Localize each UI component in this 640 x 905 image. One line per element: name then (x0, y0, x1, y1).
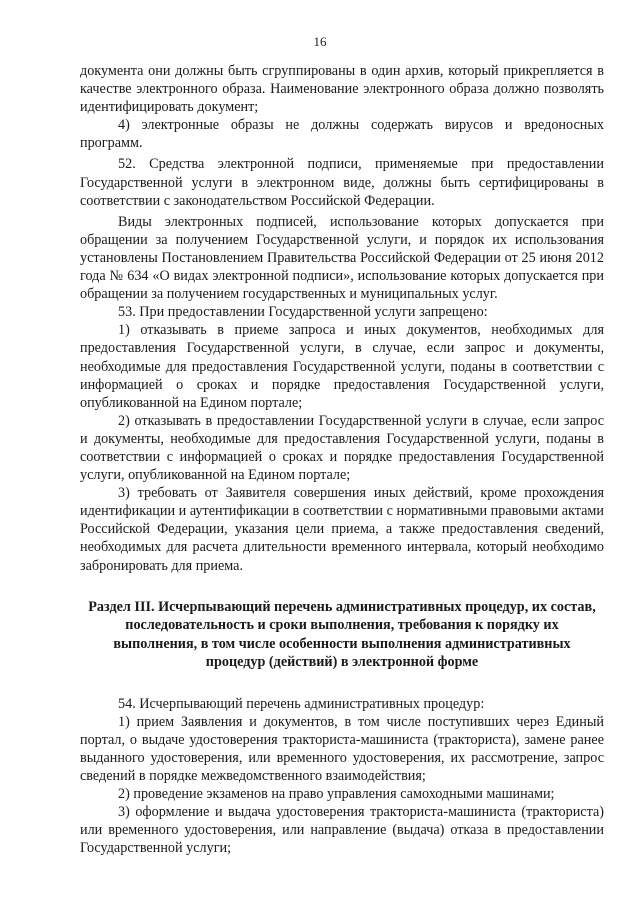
paragraph-54-item-1: 1) прием Заявления и документов, в том числе поступивших через Единый портал, о выдаче удостоверения тракториста-машиниста (тракториста), замене ранее выданного удостоверения, или временного удостоверения, их рассмотрение, запрос сведений в порядке межведомственного взаимодействия; (80, 713, 604, 784)
paragraph-53-item-3: 3) требовать от Заявителя совершения иных действий, кроме прохождения идентификации и аутентификации в соответствии с нормативными правовыми актами Российской Федерации, указания цели приема, а также предоставления сведений, необходимых для расчета длительности временного интервала, который необходимо забронировать для приема. (80, 485, 604, 574)
paragraph-54-item-2: 2) проведение экзаменов на право управления самоходными машинами; (118, 786, 555, 803)
paragraph-54-item-3: 3) оформление и выдача удостоверения тракториста-машиниста (тракториста) или временного удостоверения, или направление (выдача) отказа в предоставлении Государственной услуги; (80, 804, 604, 857)
paragraph-item-4: 4) электронные образы не должны содержать вирусов и вредоносных программ. (80, 117, 604, 152)
page-number: 16 (313, 34, 327, 49)
paragraph-54: 54. Исчерпывающий перечень административных процедур: (118, 695, 485, 712)
paragraph-53-item-1: 1) отказывать в приеме запроса и иных документов, необходимых для предоставления Государственной услуги, в случае, если запрос и документы, необходимые для предоставления Государственной услуги, поданы в соответствии с информацией о сроках и порядке предоставления Государственной услуги, опубликованной на Едином портале; (80, 322, 604, 411)
document-body (80, 62, 604, 857)
section-heading: Раздел III. Исчерпывающий перечень административных процедур, их состав, последовательность и сроки выполнения, требования к порядку их выполнения, в том числе особенности выполнения административных процедур (действий) в электронной форме (88, 598, 596, 671)
paragraph-signature-types: Виды электронных подписей, использование которых допускается при обращении за получением Государственной услуги, и порядок их использования установлены Постановлением Правительства Российской Федерации от 25 июня 2012 года № 634 «О видах электронной подписи», использование которых допускается при обращении за получением государственных и муниципальных услуг. (80, 213, 604, 303)
paragraph-52: 52. Средства электронной подписи, применяемые при предоставлении Государственной услуги в электронном виде, должны быть сертифицированы в соответствии с законодательством Российской Федерации. (80, 156, 604, 209)
paragraph-53: 53. При предоставлении Государственной услуги запрещено: (118, 304, 488, 321)
paragraph-53-item-2: 2) отказывать в предоставлении Государственной услуги в случае, если запрос и документы, необходимые для предоставления Государственной услуги, поданы в соответствии с информацией о сроках и порядке предоставления Государственной услуги, опубликованной на Едином портале; (80, 412, 604, 484)
paragraph-continuation: документа они должны быть сгруппированы в один архив, который прикрепляется в качестве электронного образа. Наименование электронного образа должно позволять идентифицировать документ; (80, 63, 604, 116)
